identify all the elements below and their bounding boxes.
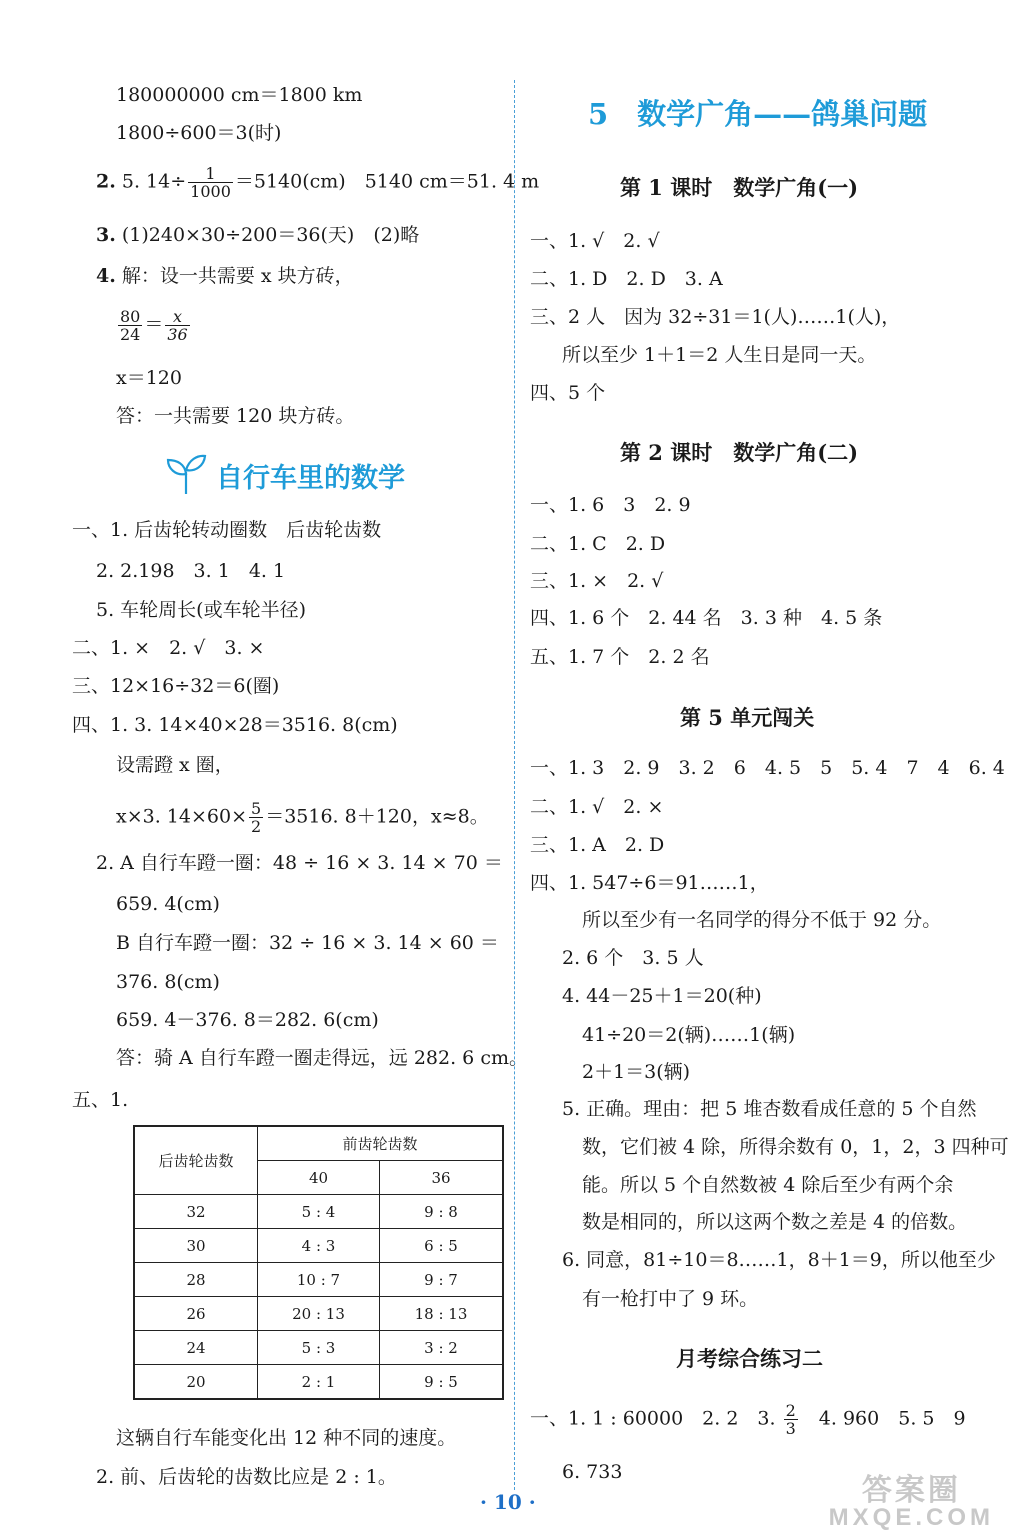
answer-line: 6. 同意，81÷10＝8……1，8＋1＝9，所以他至少	[562, 1249, 996, 1271]
fraction-denominator: 3	[785, 1419, 796, 1438]
answer-line: 有一枪打中了 9 环。	[582, 1288, 759, 1310]
answer-line: 能。所以 5 个自然数被 4 除后至少有两个余	[582, 1174, 954, 1196]
answer-line: 41÷20＝2(辆)……1(辆)	[582, 1024, 796, 1046]
table-header-row	[134, 1126, 503, 1161]
fraction-denominator: 36	[167, 325, 188, 344]
table-cell: 26	[134, 1297, 258, 1331]
answer-line: 2. A 自行车蹬一圈：48 ÷ 16 × 3. 14 × 70 ＝	[96, 852, 503, 874]
answer-text: 一、1. 1 : 60000 2. 2 3.	[530, 1407, 782, 1430]
answer-line: 一、1. 后齿轮转动圈数 后齿轮齿数	[72, 519, 382, 541]
item-number: 4.	[96, 265, 116, 287]
fraction	[784, 1402, 798, 1437]
answer-line: 五、1.	[72, 1089, 129, 1111]
answer-line: 659. 4(cm)	[116, 893, 220, 915]
answer-line: 376. 8(cm)	[116, 971, 220, 993]
answer-line: 二、1. × 2. √ 3. ×	[72, 637, 265, 659]
answer-line: 答：一共需要 120 块方砖。	[116, 405, 355, 427]
table-cell: 2 : 1	[258, 1365, 380, 1400]
sprout-icon	[165, 452, 207, 496]
answer-line: 5. 正确。理由：把 5 堆杏数看成任意的 5 个自然	[562, 1098, 977, 1120]
answer-line: 1800÷600＝3(时)	[116, 122, 282, 144]
answer-line: x＝120	[116, 367, 182, 389]
answer-line: 四、1. 3. 14×40×28＝3516. 8(cm)	[72, 714, 398, 736]
answer-line: 答：骑 A 自行车蹬一圈走得远，远 282. 6 cm。	[116, 1047, 528, 1069]
answer-line: 四、5 个	[530, 382, 606, 404]
fraction	[165, 308, 189, 343]
table-row	[134, 1331, 503, 1365]
answer-line: 180000000 cm＝1800 km	[116, 84, 363, 106]
table-cell: 20	[134, 1365, 258, 1400]
table-cell: 32	[134, 1195, 258, 1229]
item-number: 3.	[96, 224, 116, 246]
lesson-heading: 第 2 课时 数学广角(二)	[620, 440, 859, 465]
answer-text: (1)240×30÷200＝36(天) (2)略	[115, 224, 420, 246]
table-row	[134, 1195, 503, 1229]
table-cell: 5 : 4	[258, 1195, 380, 1229]
answer-line: 659. 4－376. 8＝282. 6(cm)	[116, 1009, 379, 1031]
fraction-denominator: 2	[251, 817, 262, 836]
answer-line: 三、1. × 2. √	[530, 570, 664, 592]
answer-line: 2. 2.198 3. 1 4. 1	[96, 560, 286, 582]
answer-line: 二、1. D 2. D 3. A	[530, 268, 723, 290]
answer-line: 所以至少 1＋1＝2 人生日是同一天。	[562, 344, 877, 366]
item-number: 2.	[96, 170, 116, 193]
table-cell: 6 : 5	[380, 1229, 504, 1263]
table-row	[134, 1365, 503, 1400]
fraction-numerator: 80	[120, 307, 141, 326]
row-header-cell: 后齿轮齿数	[134, 1126, 258, 1195]
equals-sign: ＝	[144, 313, 164, 336]
watermark-logo	[829, 1476, 994, 1530]
answer-line: 二、1. C 2. D	[530, 533, 666, 555]
answer-line: 三、12×16÷32＝6(圈)	[72, 675, 280, 697]
table-cell: 20 : 13	[258, 1297, 380, 1331]
answer-line: 一、1. 3 2. 9 3. 2 6 4. 5 5 5. 4 7 4 6. 4	[530, 757, 1005, 779]
answer-line: 2. 6 个 3. 5 人	[562, 947, 704, 969]
table-cell: 30	[134, 1229, 258, 1263]
answer-line: 数是相同的，所以这两个数之差是 4 的倍数。	[582, 1211, 968, 1233]
fraction	[188, 165, 233, 200]
chapter-title: 5 数学广角——鸽巢问题	[588, 97, 928, 131]
column-header: 40	[258, 1161, 380, 1195]
answer-line: 6. 733	[562, 1461, 623, 1483]
answer-line: 四、1. 6 个 2. 44 名 3. 3 种 4. 5 条	[530, 607, 883, 629]
table-cell: 5 : 3	[258, 1331, 380, 1365]
answer-text: 解：设一共需要 x 块方砖，	[115, 265, 354, 287]
watermark-url: MXQE.COM	[828, 1504, 994, 1531]
answer-line: 二、1. √ 2. ×	[530, 796, 664, 818]
answer-text: x×3. 14×60×	[116, 805, 247, 828]
answer-line: 所以至少有一名同学的得分不低于 92 分。	[582, 909, 942, 931]
fraction-numerator: 2	[785, 1401, 796, 1420]
answer-line: B 自行车蹬一圈：32 ÷ 16 × 3. 14 × 60 ＝	[116, 932, 499, 954]
answer-line: 一、1. √ 2. √	[530, 230, 660, 252]
answer-line: 4. 44－25＋1＝20(种)	[562, 985, 762, 1007]
table-cell: 9 : 5	[380, 1365, 504, 1400]
answer-line: 设需蹬 x 圈，	[116, 754, 234, 776]
table-cell: 24	[134, 1331, 258, 1365]
table-cell: 4 : 3	[258, 1229, 380, 1263]
table-cell: 3 : 2	[380, 1331, 504, 1365]
answer-text: 4. 960 5. 5 9	[799, 1407, 966, 1430]
page-number: · 10 ·	[480, 1490, 536, 1514]
column-divider	[514, 80, 515, 1490]
fraction-denominator: 1000	[190, 182, 231, 201]
table-cell: 28	[134, 1263, 258, 1297]
fraction-denominator: 24	[120, 325, 141, 344]
table-row	[134, 1263, 503, 1297]
answer-line: 数，它们被 4 除，所得余数有 0，1，2，3 四种可	[582, 1136, 1009, 1158]
answer-line-fraction	[530, 1402, 966, 1437]
section-title: 自行车里的数学	[216, 463, 405, 494]
answer-line: 四、1. 547÷6＝91……1，	[530, 872, 769, 894]
unit-heading: 第 5 单元闯关	[680, 705, 815, 730]
column-header: 36	[380, 1161, 504, 1195]
answer-line: 2＋1＝3(辆)	[582, 1061, 691, 1083]
answer-text: ＝3516. 8＋120，x≈8。	[265, 805, 489, 828]
fraction	[249, 800, 263, 835]
answer-line: 5. 车轮周长(或车轮半径)	[96, 599, 306, 621]
fraction	[118, 308, 142, 343]
exam-heading: 月考综合练习二	[676, 1346, 823, 1371]
answer-text: 5. 14÷	[115, 170, 187, 193]
answer-line	[96, 224, 419, 246]
answer-line-fraction	[96, 165, 539, 200]
answer-line: 三、1. A 2. D	[530, 834, 665, 856]
watermark-text: 答案圈	[861, 1474, 961, 1507]
table-cell: 18 : 13	[380, 1297, 504, 1331]
column-group-header: 前齿轮齿数	[258, 1126, 504, 1161]
answer-line-fraction	[116, 800, 489, 835]
answer-text: ＝5140(cm) 5140 cm＝51. 4 m	[234, 170, 540, 193]
fraction-numerator: 1	[188, 165, 233, 183]
gear-ratio-table	[133, 1125, 504, 1400]
proportion-equation	[116, 308, 192, 343]
answer-line: 五、1. 7 个 2. 2 名	[530, 646, 710, 668]
answer-line: 这辆自行车能变化出 12 种不同的速度。	[116, 1427, 457, 1449]
answer-line: 三、2 人 因为 32÷31＝1(人)……1(人)，	[530, 306, 901, 328]
fraction-numerator: 5	[251, 799, 262, 818]
answer-line: 一、1. 6 3 2. 9	[530, 494, 691, 516]
table-cell: 9 : 7	[380, 1263, 504, 1297]
table-cell: 9 : 8	[380, 1195, 504, 1229]
fraction-numerator: x	[165, 308, 189, 326]
lesson-heading: 第 1 课时 数学广角(一)	[620, 175, 859, 200]
answer-line	[96, 265, 354, 287]
table-row	[134, 1229, 503, 1263]
answer-line: 2. 前、后齿轮的齿数比应是 2 : 1。	[96, 1466, 397, 1488]
table-cell: 10 : 7	[258, 1263, 380, 1297]
table-row	[134, 1297, 503, 1331]
